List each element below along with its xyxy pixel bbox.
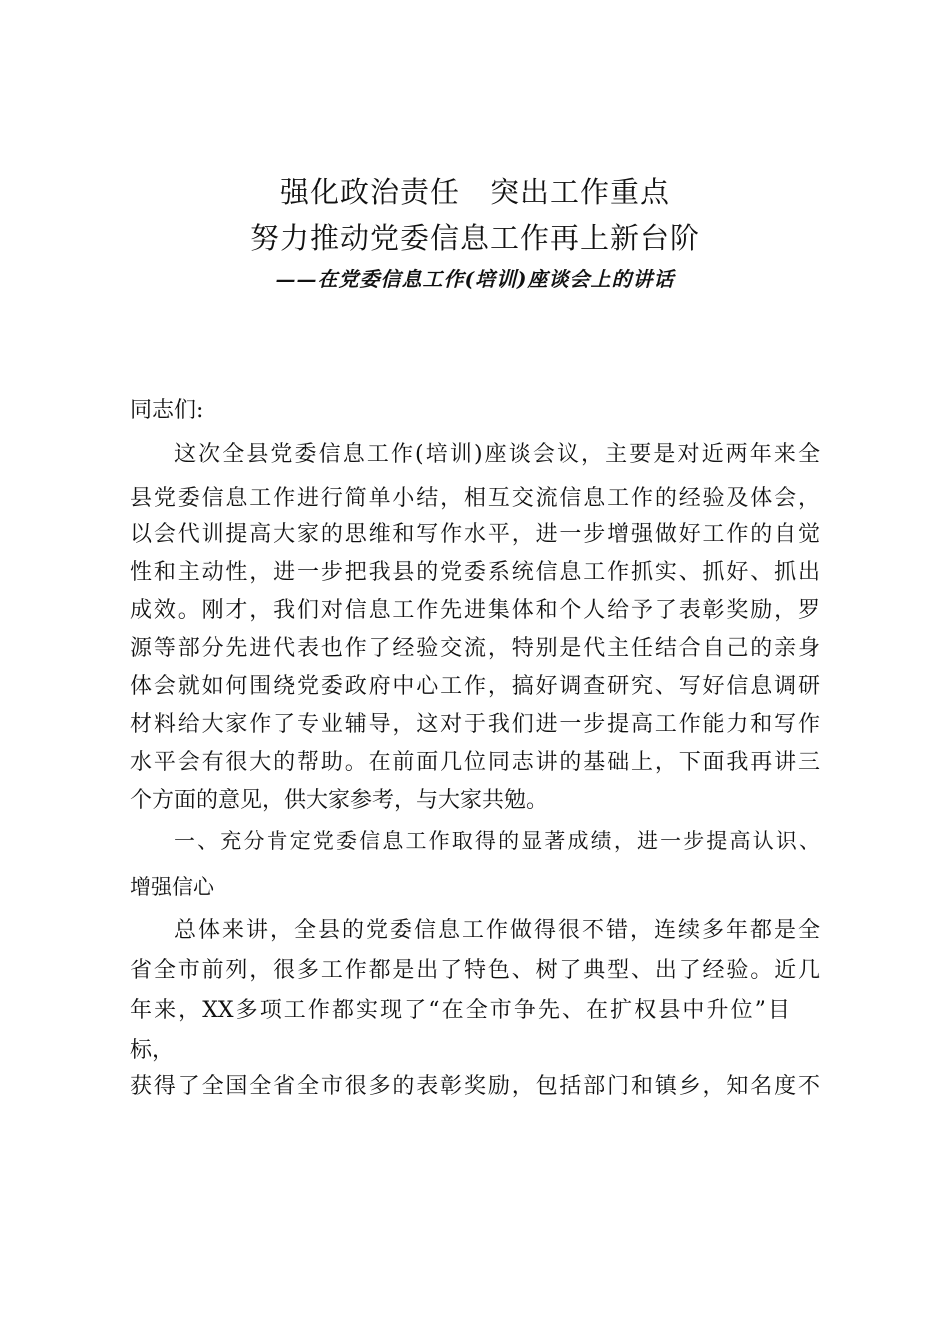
paragraph-line: 这次全县党委信息工作(培训)座谈会议，主要是对近两年来全 xyxy=(174,442,820,467)
title-line-2: 努力推动党委信息工作再上新台阶 xyxy=(249,221,700,255)
title-line-1: 强化政治责任 突出工作重点 xyxy=(279,175,670,209)
paragraph-line: 以会代训提高大家的思维和写作水平，进一步增强做好工作的自觉 xyxy=(130,522,820,547)
paragraph-line: 水平会有很大的帮助。在前面几位同志讲的基础上，下面我再讲三 xyxy=(130,750,820,775)
section-heading: 增强信心 xyxy=(130,875,214,899)
paragraph-line: 年来，XX多项工作都实现了“在全市争先、在扩权县中升位”目 xyxy=(130,998,790,1023)
paragraph-line: 县党委信息工作进行简单小结，相互交流信息工作的经验及体会， xyxy=(130,486,820,511)
paragraph-line: 总体来讲，全县的党委信息工作做得很不错，连续多年都是全 xyxy=(174,918,820,943)
paragraph-line: 材料给大家作了专业辅导，这对于我们进一步提高工作能力和写作 xyxy=(130,712,820,737)
paragraph-line: 标， xyxy=(130,1038,175,1063)
paragraph-line: 获得了全国全省全市很多的表彰奖励，包括部门和镇乡，知名度不 xyxy=(130,1074,820,1099)
paragraph-line: 省全市前列，很多工作都是出了特色、树了典型、出了经验。近几 xyxy=(130,958,820,983)
section-heading: 一、充分肯定党委信息工作取得的显著成绩，进一步提高认识、 xyxy=(174,829,820,853)
salutation: 同志们: xyxy=(130,398,204,423)
paragraph-line: 性和主动性，进一步把我县的党委系统信息工作抓实、抓好、抓出 xyxy=(130,560,820,585)
paragraph-line: 成效。刚才，我们对信息工作先进集体和个人给予了表彰奖励，罗 xyxy=(130,598,820,623)
subtitle: ——在党委信息工作(培训)座谈会上的讲话 xyxy=(275,267,675,291)
paragraph-line: 体会就如何围绕党委政府中心工作，搞好调查研究、写好信息调研 xyxy=(130,674,820,699)
paragraph-line: 个方面的意见，供大家参考，与大家共勉。 xyxy=(130,788,549,813)
paragraph-line: 源等部分先进代表也作了经验交流，特别是代主任结合自己的亲身 xyxy=(130,636,820,661)
